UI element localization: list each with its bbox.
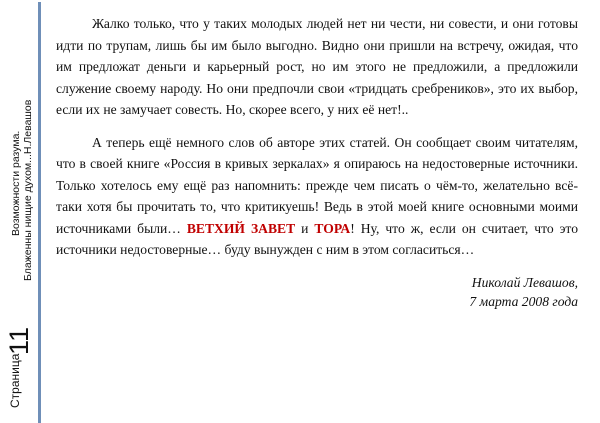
signature-date: 7 марта 2008 года [469,293,578,309]
paragraph-2-text: А теперь ещё немного слов об авторе этих статей. Он сообщает своим читателям, что в своей книге «Россия в кривых зеркалах» я опираюсь на недостоверные источники. Только хотелось ему ещё раз напомнить: прежде чем писать о чём-то, желательно всё-таки хотя бы прочитать то, что критикуешь! Ведь в этой моей книге основными моими источниками были… [56,134,578,236]
page-sidebar [0,0,40,423]
book-title: Возможности разума. [10,130,22,236]
highlight-torah: ТОРА [314,220,351,236]
book-subtitle: Блаженны нищие духом...Н.Левашов [22,99,34,281]
main-text [56,13,578,311]
page-label: Страница [8,353,22,408]
sidebar-divider [38,2,41,423]
highlight-old-testament: ВЕТХИЙ ЗАВЕТ [186,220,296,236]
conjunction: и [301,220,309,236]
signature-author: Николай Левашов, [471,274,578,290]
paragraph-2 [56,132,578,261]
paragraph-1: Жалко только, что у таких молодых людей нет ни чести, ни совести, и они готовы идти по трупам, лишь бы им было выгодно. Видно они пришли на встречу, ожидая, что им предложат деньги и карьерный рост, но им этого не предложили, а предложили служение своему народу. Но они предпочли свои «тридцать сребреников», это их выбор, если их не замучает совесть. Но, скорее всего, у них её нет!.. [56,16,578,117]
page-number: 11 [4,326,34,355]
paragraph-2-end: Ну, что ж, если он считает, что это источники недостоверные… буду вынужден с ним в этом согласиться… [56,220,578,257]
exclamation: ! [350,220,355,236]
signature [56,273,578,311]
